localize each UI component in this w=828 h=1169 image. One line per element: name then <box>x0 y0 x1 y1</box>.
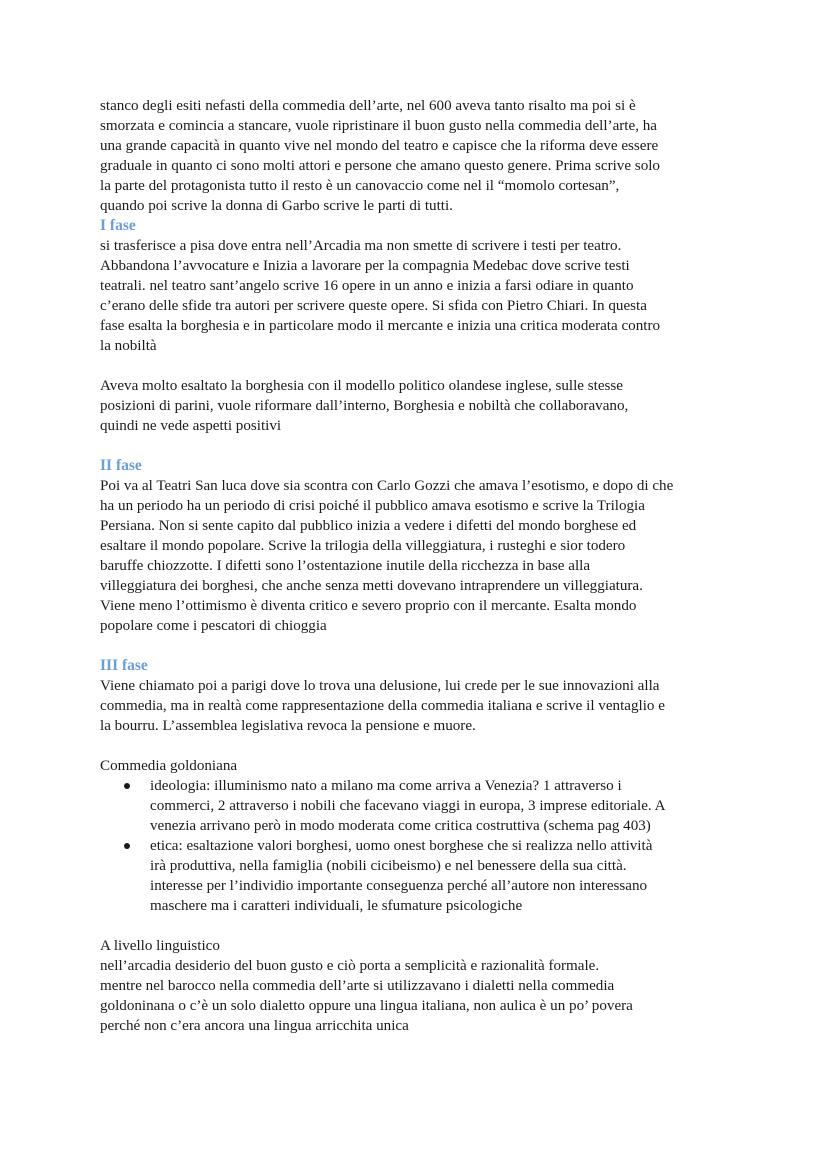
text-line: fase esalta la borghesia e in particolare modo il mercante e inizia una critica moderata contro <box>100 318 661 334</box>
fase-2-paragraph <box>100 476 740 636</box>
text-line: una grande capacità in quanto vive nel mondo del teatro e capisce che la riforma deve essere <box>100 138 659 154</box>
text-line: esaltare il mondo popolare. Scrive la trilogia della villeggiatura, i rusteghi e sior todero <box>100 538 626 554</box>
text-line: irà produttiva, nella famiglia (nobili cicibeismo) e nel benessere della sua città. <box>150 858 627 874</box>
text-line: perché non c’era ancora una lingua arricchita unica <box>100 1018 409 1034</box>
fase-1-paragraph-2 <box>100 376 740 436</box>
text-line: posizioni di parini, vuole riformare dall’interno, Borghesia e nobiltà che collaboravano, <box>100 398 629 414</box>
text-line: la parte del protagonista tutto il resto è un canovaccio come nel il “momolo cortesan”, <box>100 178 620 194</box>
heading-fase-1: I fase <box>100 217 136 234</box>
text-line: commedia, ma in realtà come rappresentazione della commedia italiana e scrive il ventaglio e <box>100 698 665 714</box>
text-line: la bourru. L’assemblea legislativa revoca la pensione e muore. <box>100 718 476 734</box>
text-line: goldoninana o c’è un solo dialetto oppure una lingua italiana, non aulica è un po’ povera <box>100 998 633 1014</box>
text-line: etica: esaltazione valori borghesi, uomo onest borghese che si realizza nello attività <box>150 838 653 854</box>
spacer <box>100 356 740 376</box>
text-line: teatrali. nel teatro sant’angelo scrive 16 opere in un anno e inizia a farsi odiare in quanto <box>100 278 634 294</box>
bullet-icon <box>124 843 130 849</box>
spacer <box>100 636 740 656</box>
list-item <box>100 836 740 916</box>
document-page <box>100 96 740 1036</box>
text-line: baruffe chiozzotte. I difetti sono l’ostentazione inutile della ricchezza in base alla <box>100 558 591 574</box>
text-line: quindi ne vede aspetti positivi <box>100 418 282 434</box>
text-line: villeggiatura dei borghesi, che anche senza metti dovevano intraprendere un villeggiatura. <box>100 578 643 594</box>
text-line: c’erano delle sfide tra autori per scrivere queste opere. Si sfida con Pietro Chiari. In questa <box>100 298 647 314</box>
spacer <box>100 436 740 456</box>
text-line: Viene meno l’ottimismo è diventa critico e severo proprio con il mercante. Esalta mondo <box>100 598 637 614</box>
text-line: mentre nel barocco nella commedia dell’arte si utilizzavano i dialetti nella commedia <box>100 978 615 994</box>
fase-1-paragraph <box>100 236 740 356</box>
heading-fase-2: II fase <box>100 457 142 474</box>
text-line: quando poi scrive la donna di Garbo scrive le parti di tutti. <box>100 198 453 214</box>
text-line: stanco degli esiti nefasti della commedia dell’arte, nel 600 aveva tanto risalto ma poi si è <box>100 98 636 114</box>
bullet-icon <box>124 783 130 789</box>
text-line: Aveva molto esaltato la borghesia con il modello politico olandese inglese, sulle stesse <box>100 378 623 394</box>
text-line: si trasferisce a pisa dove entra nell’Arcadia ma non smette di scrivere i testi per teatro. <box>100 238 622 254</box>
text-line: smorzata e comincia a stancare, vuole ripristinare il buon gusto nella commedia dell’arte, ha <box>100 118 657 134</box>
text-line: Poi va al Teatri San luca dove sia scontra con Carlo Gozzi che amava l’esotismo, e dopo di che <box>100 478 674 494</box>
text-line: popolare come i pescatori di chioggia <box>100 618 327 634</box>
text-line: Persiana. Non si sente capito dal pubblico inizia a vedere i difetti del mondo borghese ed <box>100 518 637 534</box>
text-line: ideologia: illuminismo nato a milano ma come arriva a Venezia? 1 attraverso i <box>150 778 622 794</box>
text-line: nell’arcadia desiderio del buon gusto e ciò porta a semplicità e razionalità formale. <box>100 958 600 974</box>
intro-paragraph <box>100 96 740 216</box>
list-item <box>100 776 740 836</box>
text-line: Abbandona l’avvocature e Inizia a lavorare per la compagnia Medebac dove scrive testi <box>100 258 630 274</box>
fase-3-paragraph <box>100 676 740 736</box>
linguistico-paragraph <box>100 956 740 1036</box>
heading-fase-3: III fase <box>100 657 148 674</box>
text-line: venezia arrivano però in modo moderata come critica costruttiva (schema pag 403) <box>150 818 651 834</box>
text-line: graduale in quanto ci sono molti attori e persone che amano questo genere. Prima scrive solo <box>100 158 660 174</box>
commedia-bullet-list <box>100 776 740 916</box>
text-line: commerci, 2 attraverso i nobili che facevano viaggi in europa, 3 imprese editoriale. A <box>150 798 666 814</box>
text-line: interesse per l’individio importante conseguenza perché all’autore non interessano <box>150 878 648 894</box>
text-line: ha un periodo ha un periodo di crisi poiché il pubblico amava esotismo e scrive la Trilogia <box>100 498 645 514</box>
text-line: Viene chiamato poi a parigi dove lo trova una delusione, lui crede per le sue innovazioni alla <box>100 678 660 694</box>
text-line: la nobiltà <box>100 338 157 354</box>
spacer <box>100 916 740 936</box>
commedia-title: Commedia goldoniana <box>100 758 238 774</box>
linguistico-title: A livello linguistico <box>100 938 220 954</box>
text-line: maschere ma i caratteri individuali, le sfumature psicologiche <box>150 898 523 914</box>
spacer <box>100 736 740 756</box>
